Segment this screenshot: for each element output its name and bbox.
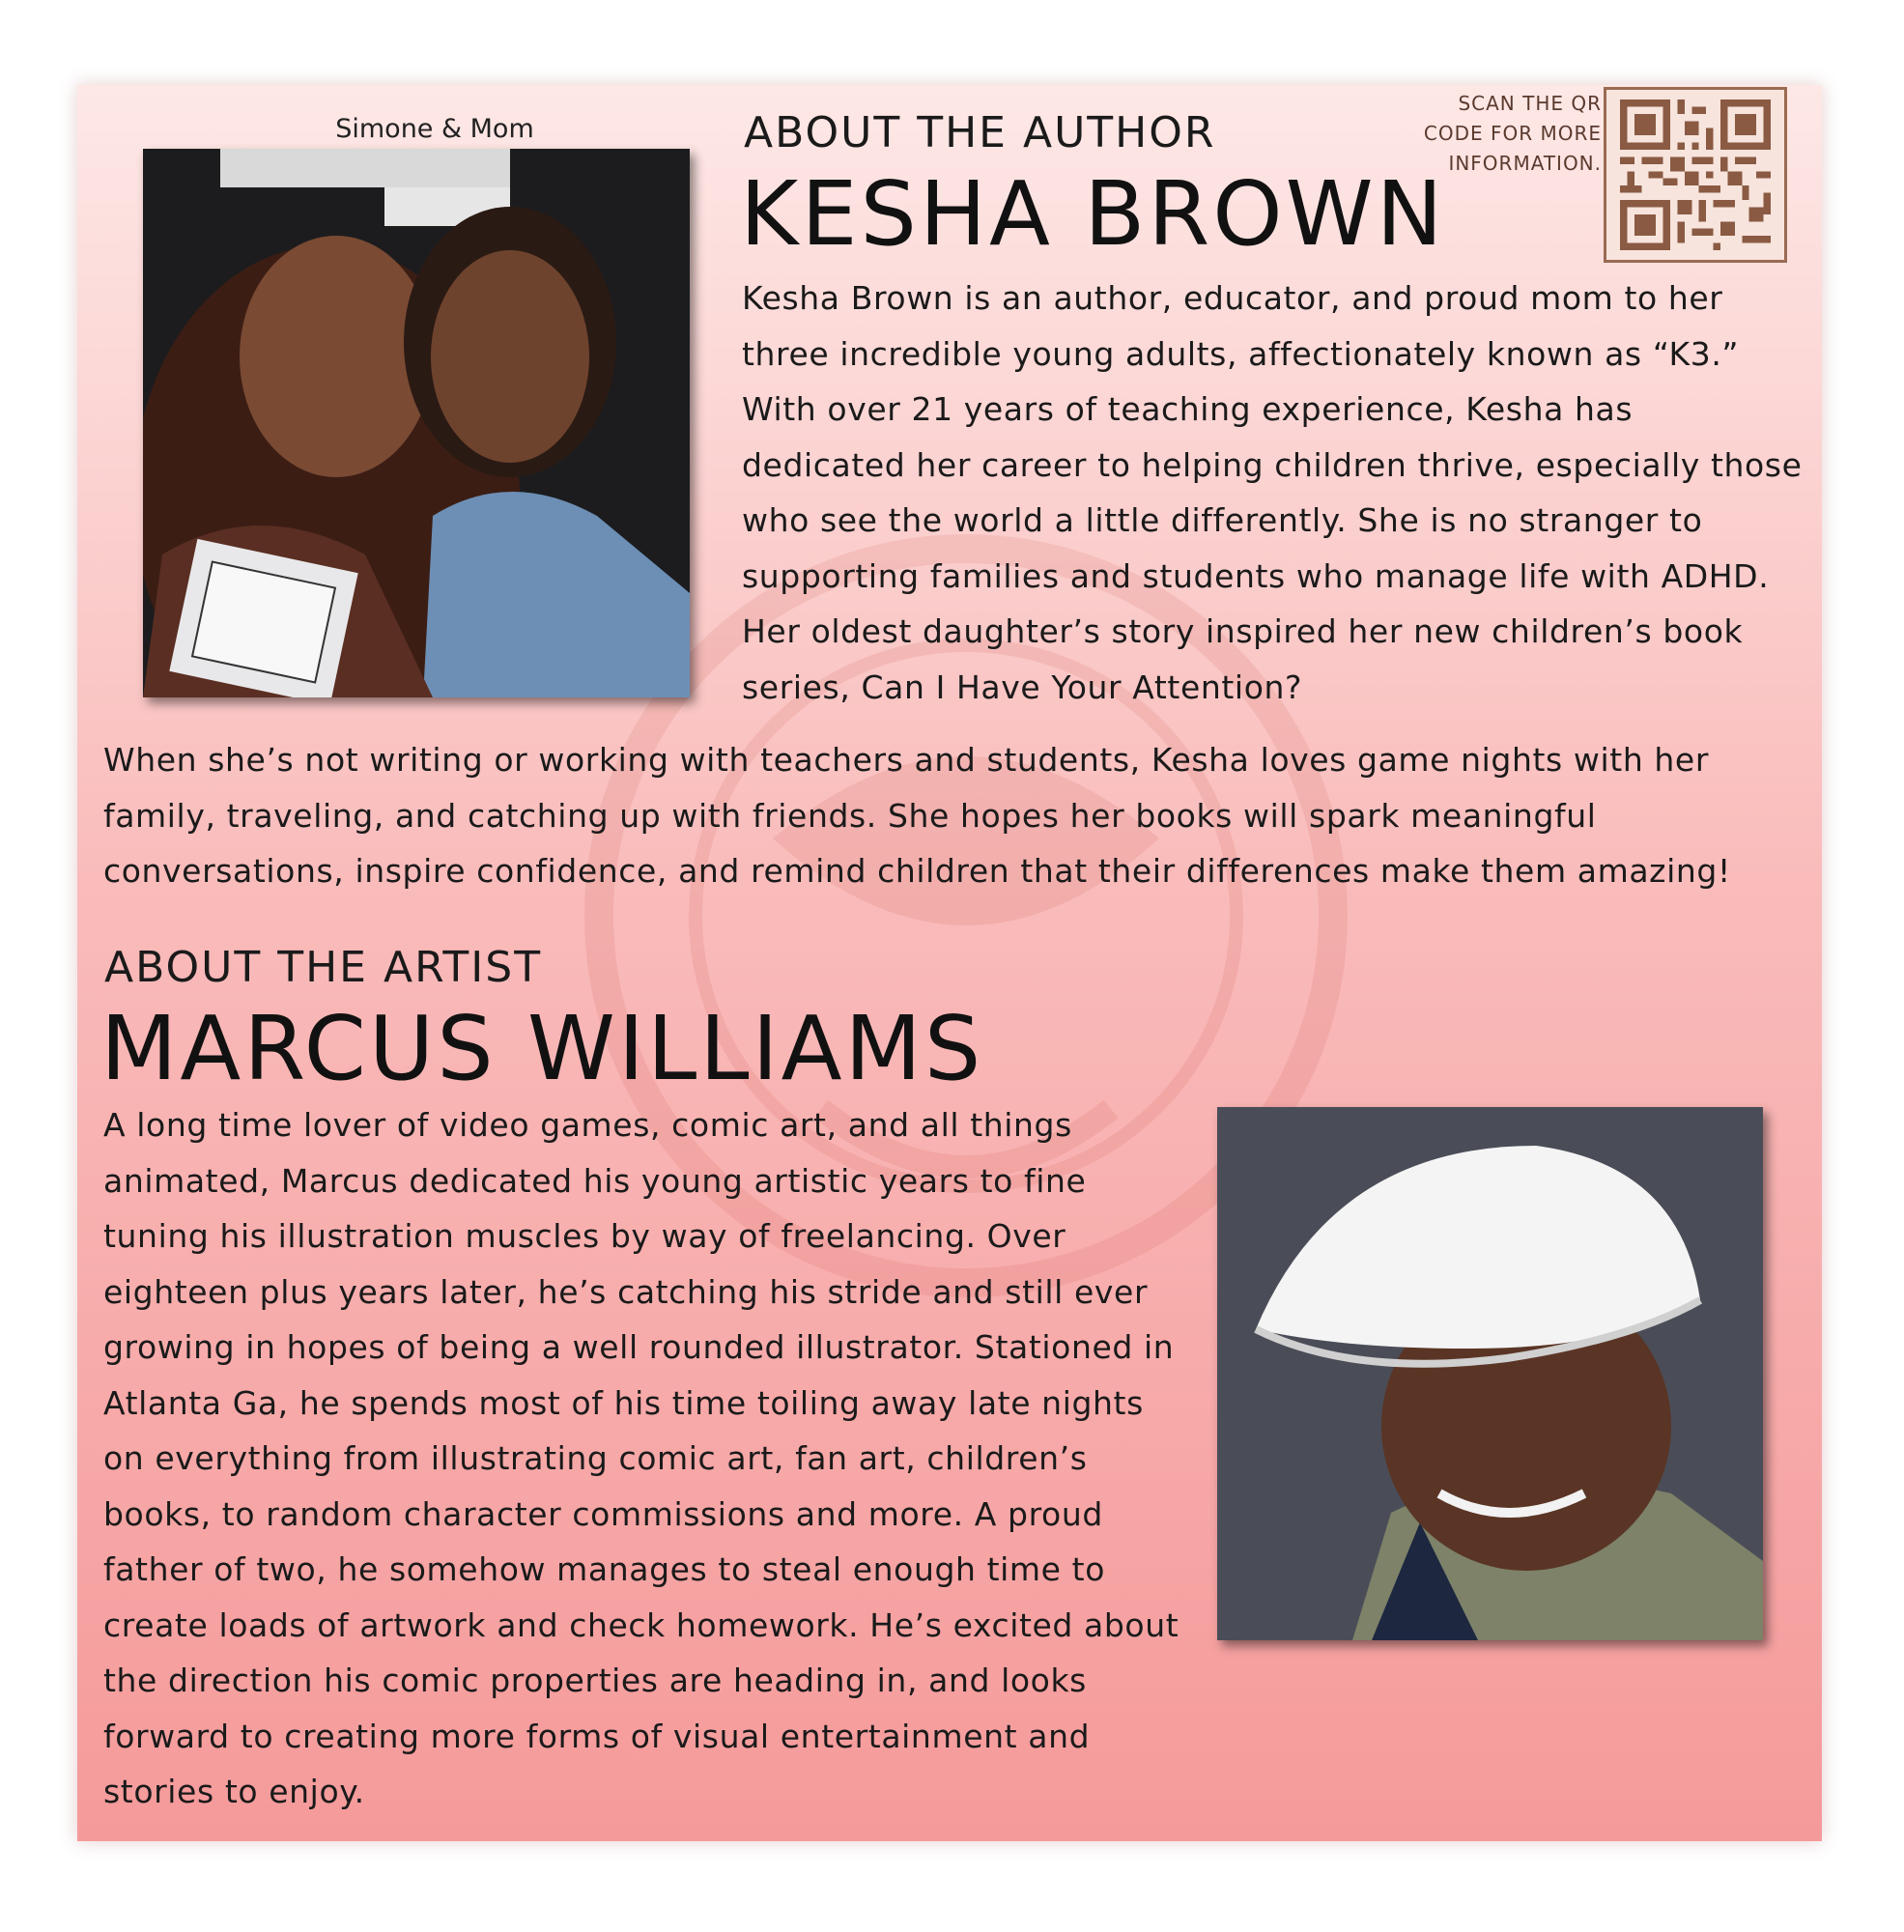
qr-code[interactable] [1604,87,1787,263]
author-name: KESHA BROWN [740,162,1446,266]
artist-bio: A long time lover of video games, comic art, and all things animated, Marcus dedicated his young artistic years to fine tuning his illustration muscles by way of freelancing. Over eighteen plus years later, he’s catching his stride and still ever growing in hopes of being a well rounded illustrator. Stationed in Atlanta Ga, he spends most of his time toiling away late nights on everything from illustrating comic art, fan art, children’s books, to random character commissions and more. A proud father of two, he somehow manages to steal enough time to create loads of artwork and check homework. He’s excited about the direction his comic properties are heading in, and looks forward to creating more forms of visual entertainment and stories to enjoy. [103,1106,1179,1810]
author-photo [143,149,690,697]
qr-instructions: SCAN THE QR CODE FOR MORE INFORMATION. [1423,92,1602,175]
author-bio-continued: When she’s not writing or working with teachers and students, Kesha loves game nights with her family, traveling, and catching up with friends. She hopes her books will spark meaningful conversations, inspire confidence, and remind children that their differences make them amazing! [103,741,1731,890]
artist-name: MARCUS WILLIAMS [100,997,984,1100]
author-section-label: ABOUT THE AUTHOR [744,108,1216,157]
artist-photo [1217,1107,1763,1640]
author-photo-caption: Simone & Mom [335,114,534,144]
author-bio: Kesha Brown is an author, educator, and proud mom to her three incredible young adults, affectionately known as “K3.” With over 21 years of teaching experience, Kesha has dedicated her career to helping children thrive, especially those who see the world a little differently. She is no stranger to supporting families and students who manage life with ADHD. Her oldest daughter’s story inspired her new children’s book series, Can I Have Your Attention? [742,279,1803,706]
artist-section-label: ABOUT THE ARTIST [104,943,543,992]
